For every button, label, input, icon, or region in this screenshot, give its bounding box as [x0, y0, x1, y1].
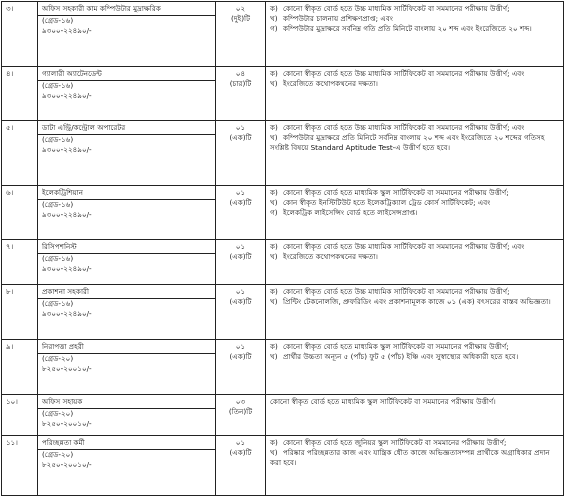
qualification-text: প্রার্থীর উচ্চতা অন্যূন ৫ (পাঁচ) ফুট ৫ (পাঁচ) ইঞ্চি এবং সুস্বাস্থ্যের অধিকারী হতে হবে। [283, 352, 519, 362]
table-row [2, 186, 564, 240]
job-vacancy-table [1, 1, 564, 496]
vacancy-count-cell [216, 340, 266, 395]
qualification-marker: গ) [270, 24, 278, 34]
vacancy-count-words: (তিন)টি [228, 407, 253, 417]
vacancy-count: ০১ [235, 438, 246, 447]
vacancy-count-cell [216, 436, 266, 496]
qualification-text: কোন স্বীকৃত ইনস্টিটিউট হতে ইলেকট্রিক্যাল ট্রেড কোর্স সার্টিফিকেট; এবং [283, 198, 491, 208]
vacancy-count-cell [216, 285, 266, 340]
grade-label: (গ্রেড-২০) [42, 450, 74, 460]
qualification-marker: গ) [270, 208, 278, 218]
post-cell [38, 67, 216, 121]
table-body [2, 2, 564, 496]
qualification-marker: ক) [270, 287, 278, 296]
qualification-item [270, 242, 559, 252]
table-row [2, 67, 564, 121]
grade-label: (গ্রেড-১৬) [42, 135, 74, 145]
pay-scale: ৯৩০০-২২৪৯০/- [42, 309, 92, 319]
qualification-item [270, 133, 559, 153]
serial-number: ৬। [2, 186, 38, 240]
table-row [2, 395, 564, 436]
post-name: ডাটা এন্ট্রি/কন্ট্রোল অপারেটর [38, 123, 215, 135]
qualification-item [270, 438, 559, 448]
pay-scale: ৯৩০০-২২৪৯০/- [42, 210, 92, 220]
qualification-cell [266, 395, 564, 436]
qualification-text: ইংরেজিতে কথোপকথনের দক্ষতা। [283, 252, 379, 262]
pay-scale: ৯৩০০-২২৪৯০/- [42, 91, 92, 101]
qualification-text: প্রিন্টিং টেকনোলজি, প্রুফরিডিং এবং প্রকাশনামূলক কাজে ০১ (এক) বৎসরের বাস্তব অভিজ্ঞতা। [283, 297, 551, 307]
qualification-cell [266, 186, 564, 240]
post-cell [38, 395, 216, 436]
table-row [2, 2, 564, 67]
vacancy-count-words: (এক)টি [229, 198, 252, 208]
pay-scale: ৮২৫০-২০০১০/- [42, 460, 92, 470]
grade-label: (গ্রেড-১৬) [42, 16, 74, 26]
qualification-marker: খ) [270, 198, 278, 208]
qualification-text: কোনো স্বীকৃত বোর্ড হতে উচ্চ মাধ্যমিক সার্টিফিকেট বা সমমানের পরীক্ষায় উত্তীর্ণ; এবং [283, 242, 525, 251]
qualification-cell [266, 340, 564, 395]
post-cell [38, 186, 216, 240]
serial-number: ৯। [2, 340, 38, 395]
qualification-marker: ক) [270, 342, 278, 351]
post-name: ইলেকট্রিশিয়ান [38, 188, 215, 200]
serial-number: ৪। [2, 67, 38, 121]
grade-label: (গ্রেড-২০) [42, 354, 74, 364]
vacancy-count-cell [216, 240, 266, 285]
qualification-text: কম্পিউটার চালনায় প্রশিক্ষণপ্রাপ্ত; এবং [283, 14, 393, 24]
vacancy-count-words: (এক)টি [229, 133, 252, 143]
qualification-item [270, 188, 559, 198]
qualification-item [270, 69, 559, 79]
grade-label: (গ্রেড-১৬) [42, 81, 74, 91]
post-cell [38, 2, 216, 67]
qualification-marker: ক) [270, 123, 278, 132]
vacancy-count-cell [216, 395, 266, 436]
pay-scale: ৯৩০০-২২৪৯০/- [42, 264, 92, 274]
qualification-text: কোনো স্বীকৃত বোর্ড হতে উচ্চ মাধ্যমিক সার্টিফিকেট বা সমমানের পরীক্ষায় উত্তীর্ণ; এবং [283, 69, 525, 78]
table-row [2, 436, 564, 496]
qualification-marker: ক) [270, 438, 278, 447]
qualification-item [270, 198, 559, 208]
qualification-item [270, 24, 559, 34]
vacancy-count: ০১ [235, 242, 246, 251]
qualification-text: ইলেকট্রিক লাইসেন্সিং বোর্ড হতে লাইসেন্সপ্রাপ্ত। [283, 208, 418, 218]
post-cell [38, 240, 216, 285]
qualification-marker: ক) [270, 242, 278, 251]
vacancy-count-cell [216, 121, 266, 186]
qualification-text: কম্পিউটার মুদ্রাক্ষরে প্রতি মিনিটে সর্বনিম্ন বাংলায় ২০ শব্দ এবং ইংরেজিতে ২০ শব্দের গতিসহ সংশ্লিষ্ট বিষয়ে Standard Aptitude Test-এ উত্তীর্ণ হতে হবে। [270, 133, 545, 153]
vacancy-count: ০১ [235, 287, 246, 296]
qualification-item [270, 4, 559, 14]
qualification-item [270, 252, 559, 262]
grade-label: (গ্রেড-১৬) [42, 200, 74, 210]
post-cell [38, 121, 216, 186]
qualification-item [270, 297, 559, 307]
qualification-text: কোনো স্বীকৃত বোর্ড হতে মাধ্যমিক স্কুল সার্টিফিকেট বা সমমানের পরীক্ষায় উত্তীর্ণ; [283, 188, 509, 197]
qualification-marker: খ) [270, 448, 278, 458]
vacancy-count-words: (চার)টি [229, 79, 252, 89]
vacancy-count-words: (এক)টি [229, 352, 252, 362]
vacancy-count-words: (এক)টি [229, 297, 252, 307]
vacancy-count: ০৪ [235, 69, 246, 78]
serial-number: ৭। [2, 240, 38, 285]
qualification-marker: খ) [270, 133, 278, 143]
post-cell [38, 340, 216, 395]
qualification-marker: ক) [270, 69, 278, 78]
qualification-marker: খ) [270, 14, 278, 24]
qualification-cell [266, 121, 564, 186]
qualification-text: কোনো স্বীকৃত বোর্ড হতে উচ্চ মাধ্যমিক সার্টিফিকেট বা সমমানের পরীক্ষায় উত্তীর্ণ; এবং [283, 123, 525, 132]
vacancy-count: ০১ [235, 123, 246, 132]
serial-number: ১০। [2, 395, 38, 436]
qualification-item [270, 79, 559, 89]
post-name: নিরাপত্তা প্রহরী [38, 342, 215, 354]
pay-scale: ৮২৫০-২০০১০/- [42, 364, 92, 374]
post-name: অফিস সহায়ক [38, 397, 215, 409]
serial-number: ৩। [2, 2, 38, 67]
post-name: পরিচ্ছন্নতা কর্মী [38, 438, 215, 450]
qualification-marker: ক) [270, 188, 278, 197]
post-cell [38, 436, 216, 496]
vacancy-count-words: (এক)টি [229, 252, 252, 262]
grade-label: (গ্রেড-১৬) [42, 299, 74, 309]
qualification-text: কোনো স্বীকৃত বোর্ড হতে উচ্চ মাধ্যমিক সার্টিফিকেট বা সমমানের পরীক্ষায় উত্তীর্ণ; [283, 287, 510, 296]
qualification-marker: খ) [270, 297, 278, 307]
qualification-text: ইংরেজিতে কথোপকথনের দক্ষতা। [283, 79, 379, 89]
pay-scale: ৯৩০০-২২৪৯০/- [42, 145, 92, 155]
qualification-text: কম্পিউটার মুদ্রাক্ষরে সর্বনিম্ন গতি প্রতি মিনিটে বাংলায় ২০ শব্দ এবং ইংরেজিতে ২০ শব্দ। [283, 24, 532, 34]
vacancy-count: ০১ [235, 342, 246, 351]
qualification-cell [266, 285, 564, 340]
grade-label: (গ্রেড-২০) [42, 409, 74, 419]
qualification-item [270, 448, 559, 468]
table-row [2, 340, 564, 395]
table-row [2, 285, 564, 340]
qualification-text: কোনো স্বীকৃত বোর্ড হতে মাধ্যমিক স্কুল সার্টিফিকেট বা সমমানের পরীক্ষায় উত্তীর্ণ। [270, 397, 496, 406]
qualification-text: কোনো স্বীকৃত বোর্ড হতে মাধ্যমিক স্কুল সার্টিফিকেট বা সমমানের পরীক্ষায় উত্তীর্ণ; [283, 342, 509, 351]
qualification-item [270, 123, 559, 133]
pay-scale: ৮২৫০-২০০১০/- [42, 419, 92, 429]
post-name: অফিস সহকারী কাম কম্পিউটার মুদ্রাক্ষরিক [38, 4, 215, 16]
post-cell [38, 285, 216, 340]
vacancy-count-cell [216, 186, 266, 240]
post-name: প্রকাশনা সহকারী [38, 287, 215, 299]
qualification-item [270, 208, 559, 218]
qualification-cell [266, 436, 564, 496]
serial-number: ৫। [2, 121, 38, 186]
qualification-item [270, 352, 559, 362]
post-name: গ্যালারী অ্যাটেনডেন্ট [38, 69, 215, 81]
pay-scale: ৯৩০০-২২৪৯০/- [42, 26, 92, 36]
vacancy-count-words: (দুই)টি [230, 14, 251, 24]
serial-number: ৮। [2, 285, 38, 340]
qualification-text: কোনো স্বীকৃত বোর্ড হতে উচ্চ মাধ্যমিক সার্টিফিকেট বা সমমানের পরীক্ষায় উত্তীর্ণ; [283, 4, 510, 13]
table-row [2, 121, 564, 186]
table-row [2, 240, 564, 285]
vacancy-count-words: (এক)টি [229, 448, 252, 458]
vacancy-count: ০১ [235, 188, 246, 197]
qualification-item [270, 287, 559, 297]
qualification-marker: খ) [270, 252, 278, 262]
qualification-marker: খ) [270, 352, 278, 362]
qualification-cell [266, 67, 564, 121]
vacancy-count: ০২ [235, 4, 246, 13]
qualification-marker: ক) [270, 4, 278, 13]
qualification-text: পরিষ্কার পরিচ্ছন্নতার কাজ এবং যান্ত্রিক ধৌত কাজে অভিজ্ঞতাসম্পন্ন প্রার্থীকে অগ্রাধিকার প্রদান করা হবে। [270, 448, 550, 468]
grade-label: (গ্রেড-১৬) [42, 254, 74, 264]
vacancy-count-cell [216, 67, 266, 121]
qualification-text: কোনো স্বীকৃত বোর্ড হতে জুনিয়র স্কুল সার্টিফিকেট বা সমমানের পরীক্ষায় উত্তীর্ণ; [283, 438, 507, 447]
vacancy-count-cell [216, 2, 266, 67]
qualification-cell [266, 2, 564, 67]
serial-number: ১১। [2, 436, 38, 496]
qualification-item [270, 342, 559, 352]
post-name: রিসিপশনিস্ট [38, 242, 215, 254]
qualification-item [270, 14, 559, 24]
qualification-item [270, 397, 559, 407]
qualification-cell [266, 240, 564, 285]
qualification-marker: খ) [270, 79, 278, 89]
vacancy-count: ০৩ [235, 397, 246, 406]
